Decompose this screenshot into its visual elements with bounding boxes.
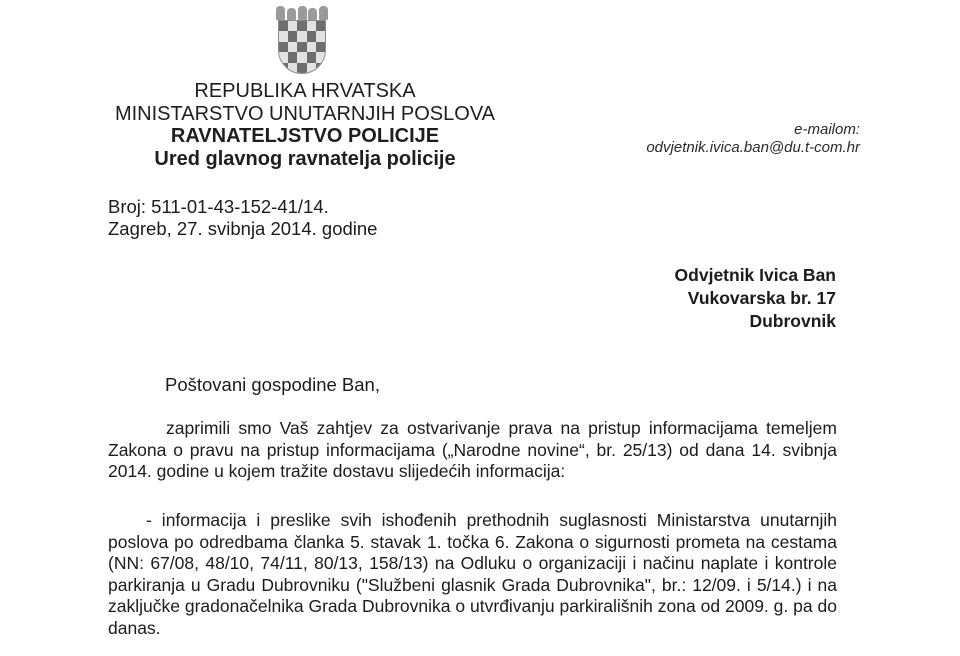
letterhead [95,80,515,170]
emblem-crown [276,4,328,20]
recipient-city: Dubrovnik [749,311,836,331]
reference-block [108,196,377,240]
recipient-name: Odvjetnik Ivica Ban [674,265,836,285]
salutation: Poštovani gospodine Ban, [165,374,380,395]
body-paragraph-2: - informacija i preslike svih ishođenih prethodnih suglasnosti Ministarstva unutarnjih poslova po odredbama članka 5. stavak 1. točka 6. Zakona o sigurnosti prometa na cestama (NN: 67/08, 48/10, 74/11, 80/13, 158/13) na Odluku o organizaciji i načinu naplate i kontrole parkiranja u Gradu Dubrovniku ("Službeni glasnik Grada Dubrovnika", br.: 12/09. i 5/14.) i na zaključke gradonačelnika Grada Dubrovnika o utvrđivanju parkirališnih zona od 2009. g. pa do danas. [108,510,837,638]
letterhead-directorate: RAVNATELJSTVO POLICIJE [170,125,440,147]
reference-number: Broj: 511-01-43-152-41/14. [108,196,329,217]
recipient-address [675,264,836,333]
letterhead-office: Ured glavnog ravnatelja policije [154,147,456,170]
delivery-method [620,121,860,157]
place-date: Zagreb, 27. svibnja 2014. godine [108,218,378,239]
recipient-street: Vukovarska br. 17 [687,288,836,308]
email-address: odvjetnik.ivica.ban@du.t-com.hr [646,139,860,156]
body-paragraph-1: zaprimili smo Vaš zahtjev za ostvarivanje prava na pristup informacijama temeljem Zakona o pravu na pristup informacijama („Narodne novine“, br. 25/13) od dana 14. svibnja 2014. godine u kojem tražite dostavu slijedećih informacija: [108,418,837,481]
email-label: e-mailom: [794,121,860,138]
coat-of-arms-icon [274,4,330,78]
emblem-shield [279,21,325,73]
letterhead-country: REPUBLIKA HRVATSKA [194,80,416,102]
letterhead-ministry: MINISTARSTVO UNUTARNJIH POSLOVA [114,102,496,125]
